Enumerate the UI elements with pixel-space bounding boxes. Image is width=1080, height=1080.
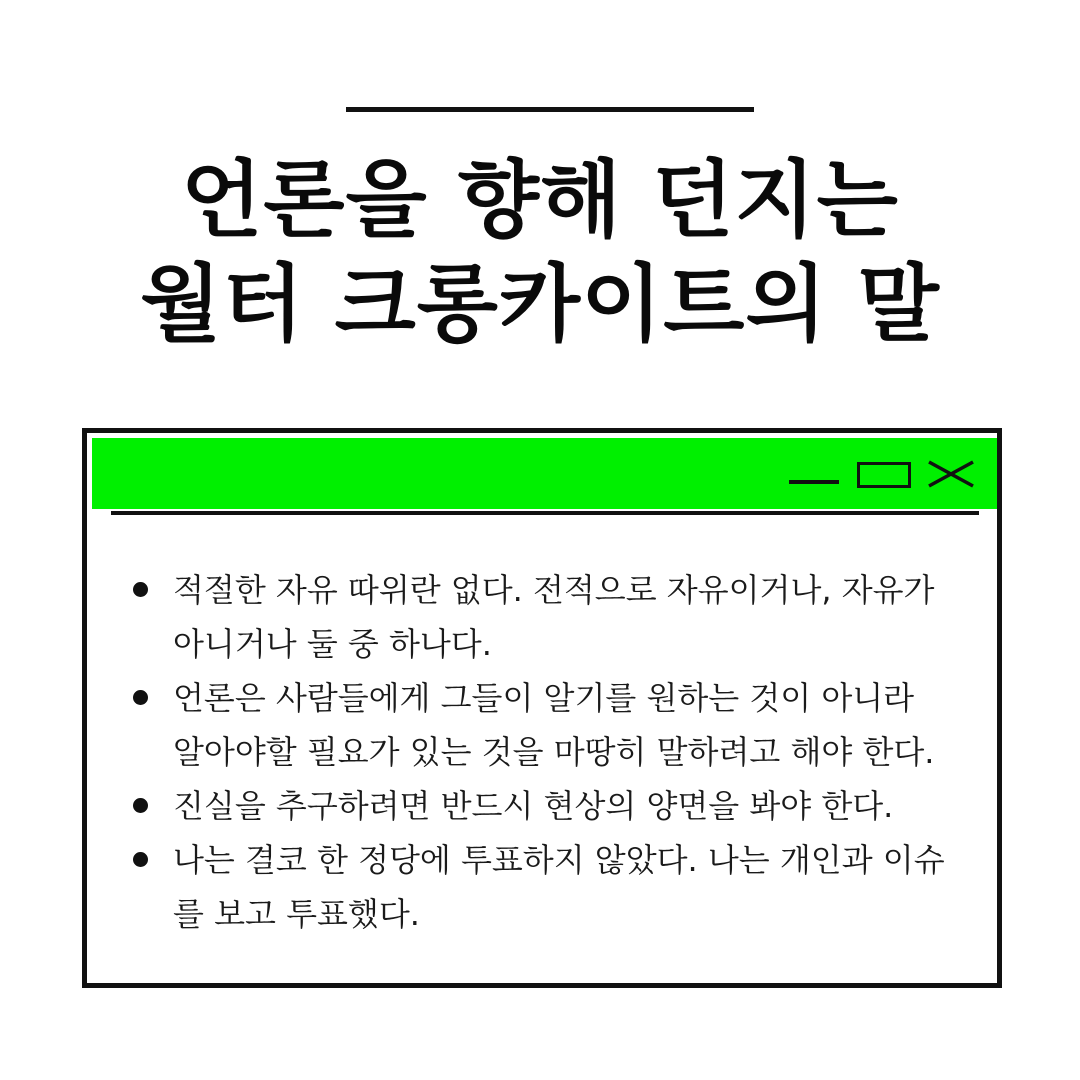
- minimize-icon[interactable]: [789, 460, 841, 488]
- window-titlebar: [92, 438, 997, 509]
- bullet-icon: [133, 690, 148, 705]
- quote-text: 적절한 자유 따위란 없다. 전적으로 자유이거나, 자유가 아니거나 둘 중 하나다.: [173, 571, 935, 663]
- bullet-icon: [133, 852, 148, 867]
- title-line-1: 언론을 향해 던지는: [181, 151, 899, 249]
- quote-text: 언론은 사람들에게 그들이 알기를 원하는 것이 아니라 알아야할 필요가 있는 것을 마땅히 말하려고 해야 한다.: [173, 679, 935, 771]
- list-item: [131, 563, 951, 671]
- bullet-icon: [133, 798, 148, 813]
- title-line-2: 월터 크롱카이트의 말: [140, 255, 940, 353]
- quote-window: [82, 428, 1002, 988]
- list-item: [131, 671, 951, 779]
- quote-text: 나는 결코 한 정당에 투표하지 않았다. 나는 개인과 이슈를 보고 투표했다.: [173, 841, 945, 933]
- titlebar-divider: [111, 511, 979, 515]
- list-item: [131, 833, 951, 941]
- list-item: [131, 779, 951, 833]
- quote-text: 진실을 추구하려면 반드시 현상의 양면을 봐야 한다.: [173, 787, 894, 825]
- top-rule: [346, 107, 754, 112]
- quote-list: [131, 563, 951, 941]
- maximize-icon[interactable]: [857, 460, 913, 488]
- page-title: [0, 148, 1080, 356]
- close-icon[interactable]: [927, 460, 975, 488]
- bullet-icon: [133, 582, 148, 597]
